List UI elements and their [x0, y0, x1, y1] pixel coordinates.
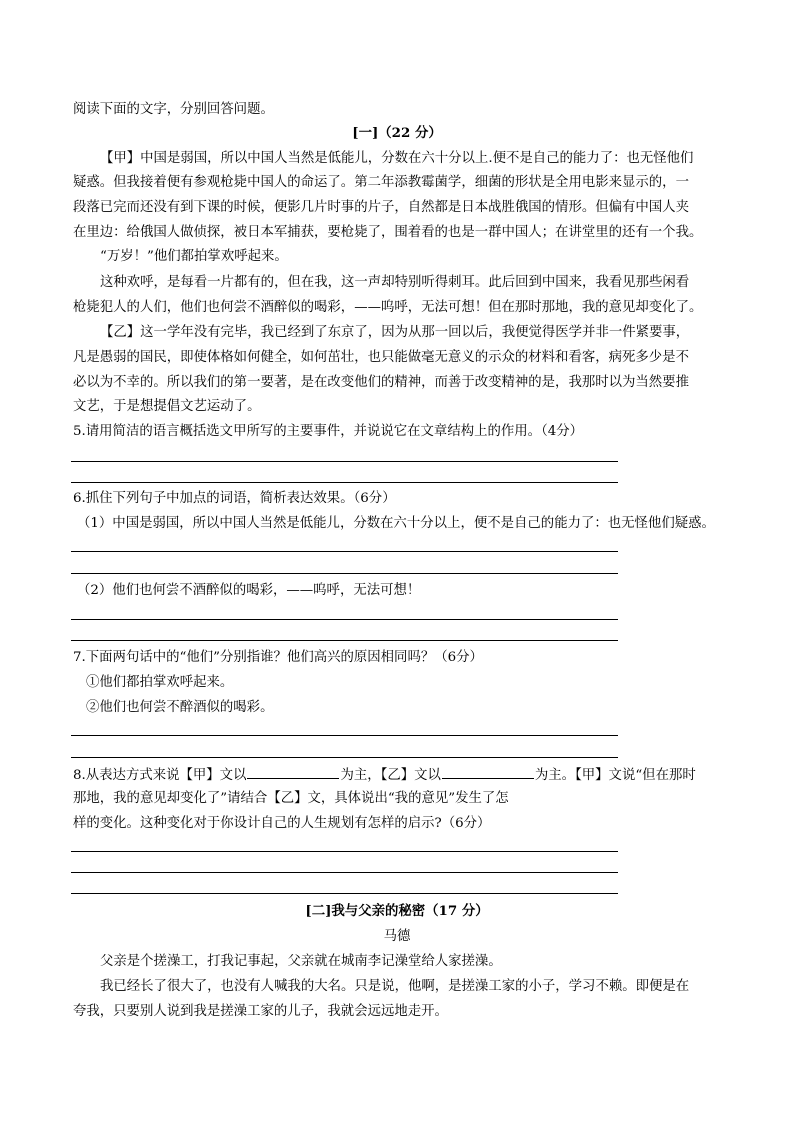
question-6-2: （2）他们也何尝不酒醉似的喝彩，——呜呼，无法可想！: [77, 583, 421, 598]
question-8-text: 为主，【乙】文以: [340, 768, 441, 783]
question-7: 7.下面两句话中的“他们”分别指谁？他们高兴的原因相同吗？（6分）: [73, 650, 483, 665]
question-6-1: （1）中国是弱国，所以中国人当然是低能儿，分数在六十分以上，便不是自己的能力了：也无怪他们疑惑。: [77, 516, 715, 531]
passage-yi-line: 【乙】这一学年没有完毕，我已经到了东京了，因为从那一回以后，我便觉得医学并非一件紧要事，: [100, 325, 690, 340]
section1-title: [一]（22 分）: [352, 125, 442, 141]
question-8-line: [73, 765, 696, 784]
question-8-text: 为主。【甲】文说“但在那时: [534, 768, 696, 783]
answer-line[interactable]: [71, 461, 618, 462]
answer-line[interactable]: [71, 893, 618, 894]
passage-jia-line: 在里边：给俄国人做侦探，被日本军捕获，要枪毙了，围着看的也是一群中国人；在讲堂里的还有一个我。: [73, 225, 703, 240]
passage-yi-line: 凡是愚弱的国民，即使体格如何健全，如何茁壮，也只能做毫无意义的示众的材料和看客，病死多少是不: [73, 350, 689, 365]
answer-line[interactable]: [71, 551, 618, 552]
fill-blank[interactable]: [247, 765, 339, 779]
question-8-line: 样的变化。这种变化对于你设计自己的人生规划有怎样的启示?（6分）: [73, 816, 491, 831]
answer-line[interactable]: [71, 757, 618, 758]
passage-jia-line: 段落已完而还没有到下课的时候，便影几片时事的片子，自然都是日本战胜俄国的情形。但偏有中国人夹: [73, 200, 689, 215]
question-7-1: ①他们都拍掌欢呼起来。: [86, 675, 234, 690]
passage-huanhu-line: 这种欢呼，是每看一片都有的，但在我，这一声却特别听得刺耳。此后回到中国来，我看见那些闲看: [100, 275, 690, 290]
question-8-text: 8.从表达方式来说【甲】文以: [73, 768, 247, 783]
answer-line[interactable]: [71, 619, 618, 620]
question-5: 5.请用简洁的语言概括选文甲所写的主要事件，并说说它在文章结构上的作用。（4分）: [73, 424, 584, 439]
section2-title: [二]我与父亲的秘密（17 分）: [305, 903, 489, 919]
answer-line[interactable]: [71, 851, 618, 852]
intro-text: 阅读下面的文字，分别回答问题。: [73, 102, 274, 117]
passage2-line: 夸我，只要别人说到我是搓澡工家的儿子，我就会远远地走开。: [73, 1004, 448, 1019]
fill-blank[interactable]: [442, 765, 534, 779]
passage-yi-line: 必以为不幸的。所以我们的第一要著，是在改变他们的精神，而善于改变精神的是，我那时以为当然要推: [73, 375, 689, 390]
question-7-2: ②他们也何尝不醉酒似的喝彩。: [86, 700, 274, 715]
passage-huanhu-line: 枪毙犯人的人们，他们也何尝不酒醉似的喝彩，——呜呼，无法可想！但在那时那地，我的意见却变化了。: [73, 300, 703, 315]
passage2-line: 我已经长了很大了，也没有人喊我的大名。只是说，他啊，是搓澡工家的小子，学习不赖。即便是在: [100, 979, 690, 994]
answer-line[interactable]: [71, 735, 618, 736]
section2-author: 马德: [383, 929, 411, 944]
question-8-line: 那地，我的意见却变化了”请结合【乙】文，具体说出“我的意见”发生了怎: [73, 791, 509, 806]
passage2-paragraph: 父亲是个搓澡工，打我记事起，父亲就在城南李记澡堂给人家搓澡。: [100, 954, 502, 969]
answer-line[interactable]: [71, 640, 618, 641]
passage-yi-line: 文艺，于是想提倡文艺运动了。: [73, 399, 261, 414]
question-6: 6.抓住下列句子中加点的词语，简析表达效果。（6分）: [73, 491, 396, 506]
answer-line[interactable]: [71, 872, 618, 873]
answer-line[interactable]: [71, 482, 618, 483]
answer-line[interactable]: [71, 573, 618, 574]
passage-jia-line: 疑惑。但我接着便有参观枪毙中国人的命运了。第二年添教霉菌学，细菌的形状是全用电影来显示的，一: [73, 175, 689, 190]
passage-jia-line: 【甲】中国是弱国，所以中国人当然是低能儿，分数在六十分以上.便不是自己的能力了：也无怪他们: [100, 151, 694, 166]
passage-wansui: “万岁！”他们都拍掌欢呼起来。: [100, 249, 288, 264]
